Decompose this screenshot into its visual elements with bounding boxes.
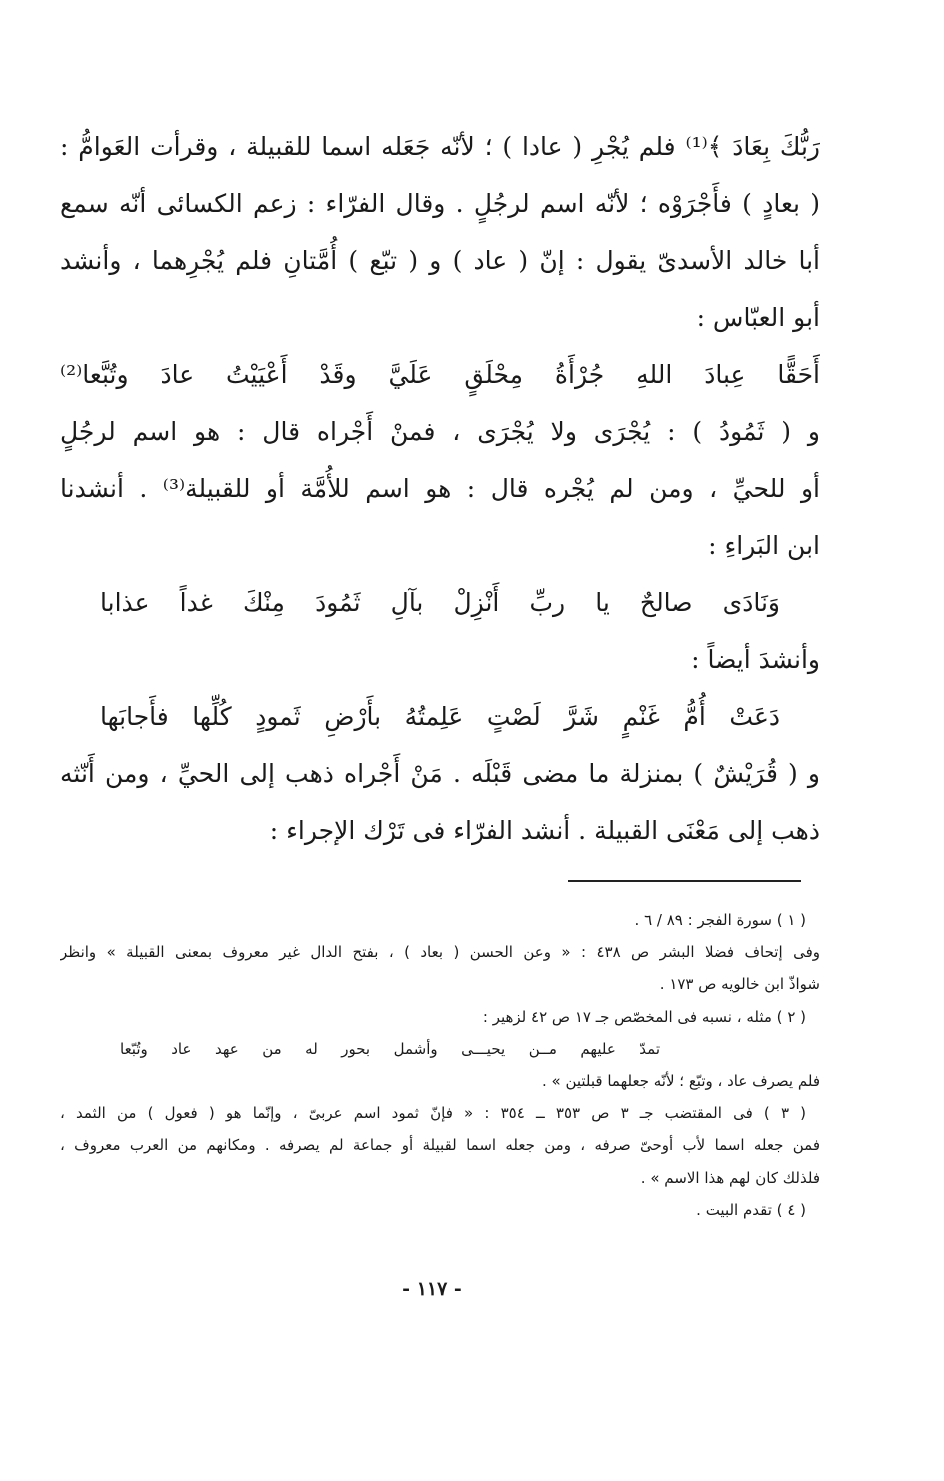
footnote-divider <box>568 880 801 882</box>
text-line: أبو العبّاس : <box>696 303 820 332</box>
text-line: و ( قُرَيْشٌ ) بمنزلة ما مضى قَبْلَه . مَنْ أَجْراه ذهب إلى الحيِّ ، ومن أَنّثه <box>60 759 820 788</box>
text-line: ذهب إلى مَعْنَى القبيلة . أنشد الفرّاء فى تَرْك الإجراء : <box>269 816 820 845</box>
text-line: وأنشدَ أيضاً : <box>691 645 820 674</box>
footnote-line: ( ٣ ) فى المقتضب جـ ٣ ص ٣٥٣ ــ ٣٥٤ : « فإنّ ثمود اسم عربىّ ، وإنّما هو ( فعول ) من الثمد ، <box>60 1104 807 1123</box>
text-line: أبا خالد الأسدىّ يقول : إنّ ( عاد ) و ( تبّع ) أُمَّتانِ فلم يُجْرِهما ، وأنشد <box>60 246 820 275</box>
footnote-line: شواذّ ابن خالويه ص ١٧٣ . <box>659 975 820 994</box>
footnotes <box>60 904 820 1226</box>
verse-line: دَعَتْ أُمُّ غَنْمٍ شَرَّ لَصْتٍ عَلِمتُهُ بأَرْضِ ثَمودٍ كُلِّها فأَجابَها <box>100 702 780 731</box>
verse-line: وَنَادَى صالحٌ يا ربِّ أَنْزِلْ بآلِ ثَمُودَ مِنْكَ غداً عذابا <box>100 588 780 617</box>
text-line: و ( ثَمُودُ ) : يُجْرَى ولا يُجْرَى ، فمنْ أَجْراه قال : هو اسم لرجُلٍ <box>60 417 820 446</box>
text-line: ( بعادٍ ) فأَجْرَوْه ؛ لأنّه اسم لرجُلٍ . وقال الفرّاء : زعم الكسائى أنّه سمع <box>60 189 820 218</box>
footnote-line: فمن جعله اسما لأب أوحىّ صرفه ، ومن جعله اسما لقبيلة أو جماعة لم يصرفه . ومكانهم من العرب معروف ، <box>60 1136 820 1155</box>
verse-line: أَحَقًّا عِبادَ اللهِ جُرْأَةُ مِحْلَقٍ عَلَيَّ وقَدْ أَعْيَيْتُ عادَ وتُبَّعا⁽²⁾ <box>60 360 820 389</box>
text-line: ابن البَراءِ : <box>708 531 820 560</box>
footnote-line: وفى إتحاف فضلا البشر ص ٤٣٨ : « وعن الحسن ( بعاد ) ، بفتح الدال غير معروف بمعنى القبيلة » وانظر <box>60 943 820 962</box>
footnote-verse-line: تمدّ عليهم مــن يحيـــى وأشمل بحور له من عهد عاد وتُبّعا <box>120 1039 660 1058</box>
page-number: - ١١٧ - <box>402 1278 462 1300</box>
main-text <box>60 118 820 859</box>
footnote-line: ( ٤ ) تقدم البيت . <box>696 1200 806 1219</box>
text-line: رَبُّكَ بِعَادَ ﴾⁽¹⁾ فلم يُجْرِ ( عادا ) ؛ لأنّه جَعَله اسما للقبيلة ، وقرأت العَوامُّ : <box>60 132 820 161</box>
footnote-line: ( ١ ) سورة الفجر : ٨٩ / ٦ . <box>634 911 806 929</box>
footnote-line: ( ٢ ) مثله ، نسبه فى المخصّص جـ ١٧ ص ٤٢ لزهير : <box>482 1007 806 1026</box>
footnote-line: فلم يصرف عاد ، وتبّع ؛ لأنّه جعلهما قبلتين » . <box>541 1071 820 1090</box>
footnote-line: فلذلك كان لهم هذا الاسم » . <box>640 1168 820 1187</box>
text-line: أو للحيِّ ، ومن لم يُجْره قال : هو اسم للأُمَّة أو للقبيلة⁽³⁾ . أنشدنا <box>60 474 820 503</box>
